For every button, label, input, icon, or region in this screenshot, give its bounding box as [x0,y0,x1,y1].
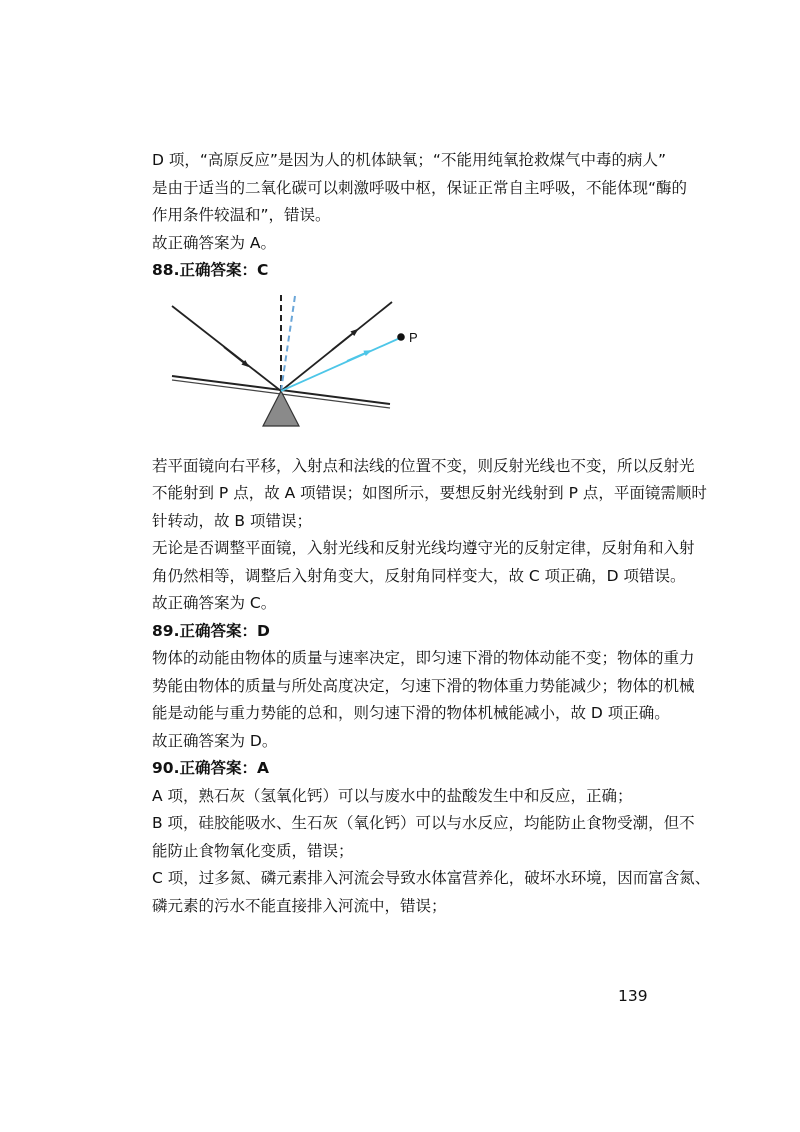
q90-a-line: A 项，熟石灰（氢氧化钙）可以与废水中的盐酸发生中和反应，正确； [152,786,633,805]
page-number: 139 [618,987,648,1005]
adjusted-reflected-ray [281,338,400,391]
q88-para2-line1: 无论是否调整平面镜，入射光线和反射光线均遵守光的反射定律，反射角和入射 [152,539,695,557]
q89-conclusion: 故正确答案为 D。 [152,731,278,750]
q89-heading: 89.正确答案：D [152,621,270,640]
point-p [397,333,405,341]
q87-conclusion: 故正确答案为 A。 [152,233,277,252]
q88-para1-line1: 若平面镜向右平移，入射点和法线的位置不变，则反射光线也不变，所以反射光 [152,456,695,475]
q88-para1-line2: 不能射到 P 点，故 A 项错误；如图所示，要想反射光线射到 P 点，平面镜需顺时 [152,484,707,502]
q88-conclusion: 故正确答案为 C。 [152,594,277,612]
d-item-line-3: 作用条件较温和”，错误。 [152,206,331,224]
q90-c-line1: C 项，过多氮、磷元素排入河流会导致水体富营养化，破坏水环境，因而富含氮、 [152,869,711,887]
adjusted-reflected-ray-arrow [347,351,370,361]
answer-page-content [152,150,711,923]
d-item-line-2: 是由于适当的二氧化碳可以刺激呼吸中枢，保证正常自主呼吸，不能体现“酶的 [152,178,688,197]
point-p-label: P [409,329,418,345]
q89-line2: 势能由物体的质量与所处高度决定，匀速下滑的物体重力势能减少；物体的机械 [152,676,695,695]
d-item-line-1: D 项，“高原反应”是因为人的机体缺氧；“不能用纯氧抢救煤气中毒的病人” [152,151,666,169]
reflected-ray-arrow [332,330,357,350]
q88-para2-line2: 角仍然相等，调整后入射角变大，反射角同样变大，故 C 项正确，D 项错误。 [152,566,686,585]
q88-heading: 88.正确答案：C [152,261,269,279]
diagram-svg [152,288,652,448]
q90-heading: 90.正确答案：A [152,759,269,777]
rotated-normal-line [281,296,295,391]
q89-line3: 能是动能与重力势能的总和，则匀速下滑的物体机械能减小，故 D 项正确。 [152,704,670,722]
mirror-reflection-diagram [152,288,652,448]
mirror-pivot-triangle [263,391,299,426]
q90-b-line1: B 项，硅胶能吸水、生石灰（氧化钙）可以与水反应，均能防止食物受潮，但不 [152,814,695,832]
q90-b-line2: 能防止食物氧化变质，错误； [152,841,354,860]
q90-c-line2: 磷元素的污水不能直接排入河流中，错误； [152,896,447,915]
q89-line1: 物体的动能由物体的质量与速率决定，即匀速下滑的物体动能不变；物体的重力 [152,649,695,667]
incident-ray-arrow [224,347,248,366]
q88-para1-line3: 针转动，故 B 项错误； [152,511,312,530]
